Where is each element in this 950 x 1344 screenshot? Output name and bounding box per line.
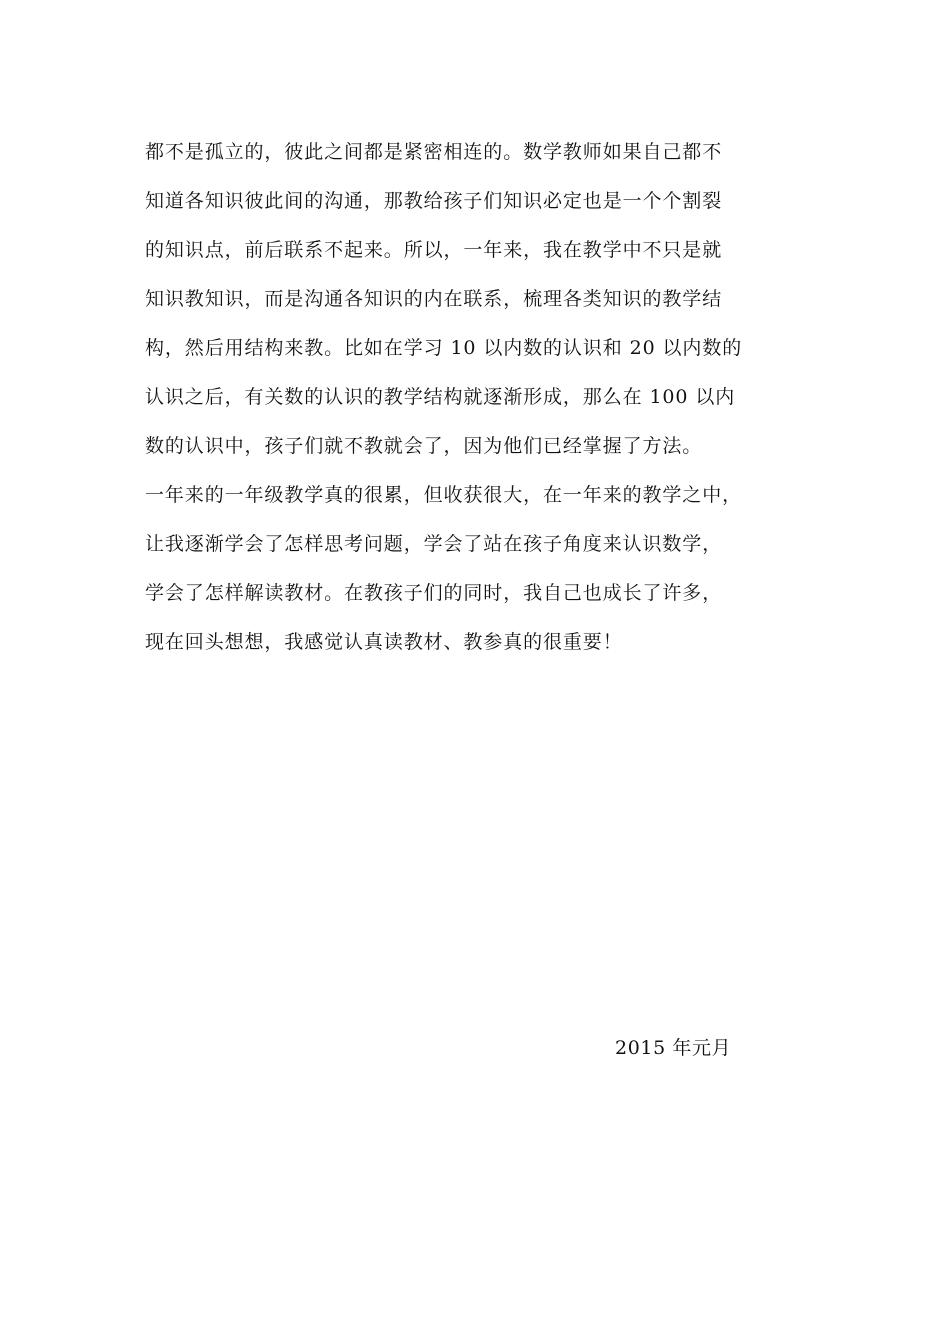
- text-line: 现在回头想想，我感觉认真读教材、教参真的很重要！: [145, 631, 623, 653]
- text-line: 构，然后用结构来教。比如在学习 10 以内数的认识和 20 以内数的: [145, 337, 743, 359]
- text-line: 知识教知识，而是沟通各知识的内在联系，梳理各类知识的教学结: [145, 288, 723, 310]
- text-line: 学会了怎样解读教材。在教孩子们的同时，我自己也成长了许多，: [145, 582, 723, 604]
- text-line: 都不是孤立的，彼此之间都是紧密相连的。数学教师如果自己都不: [145, 141, 723, 163]
- text-line: 让我逐渐学会了怎样思考问题，学会了站在孩子角度来认识数学，: [145, 533, 723, 555]
- text-line: 的知识点，前后联系不起来。所以，一年来，我在教学中不只是就: [145, 239, 723, 261]
- body-paragraph: [145, 133, 835, 672]
- text-line: 认识之后，有关数的认识的教学结构就逐渐形成，那么在 100 以内: [145, 386, 736, 408]
- text-line: 数的认识中，孩子们就不教就会了，因为他们已经掌握了方法。: [145, 435, 703, 457]
- text-line: 知道各知识彼此间的沟通，那教给孩子们知识必定也是一个个割裂: [145, 190, 723, 212]
- text-line: 一年来的一年级教学真的很累，但收获很大，在一年来的教学之中，: [145, 484, 743, 506]
- signature-date: 2015 年元月: [615, 1037, 732, 1059]
